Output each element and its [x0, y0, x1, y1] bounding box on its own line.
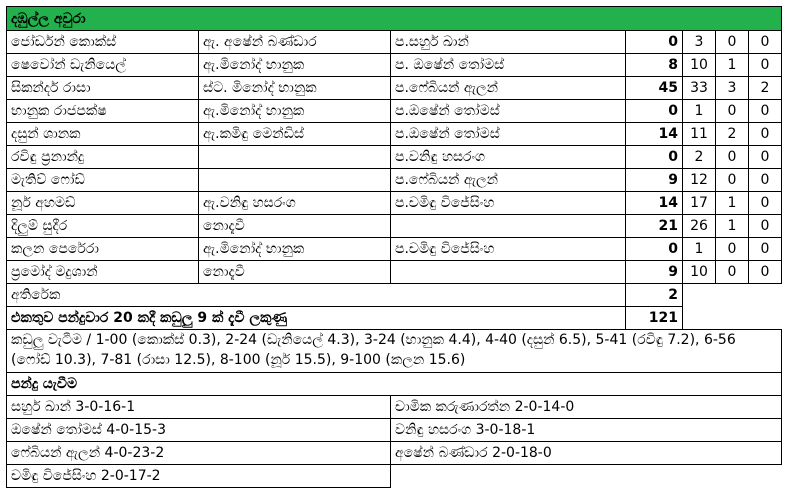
batting-scorecard-table — [6, 6, 782, 488]
sixes-cell: 0 — [749, 123, 782, 146]
fours-cell: 1 — [716, 192, 749, 215]
fielder-name: ඇ. අෂේන් බණ්ඩාර — [199, 31, 391, 54]
batter-name: ප්‍රමෝද් මදුශාන් — [7, 261, 199, 284]
bowler-name: ප.ෆේබියන් ඇලන් — [391, 77, 626, 100]
bowling-figure-right: වනිඳු හසරංග 3-0-18-1 — [391, 419, 782, 442]
balls-cell: 33 — [683, 77, 716, 100]
batting-row — [7, 123, 782, 146]
runs-cell: 0 — [626, 31, 683, 54]
batting-row — [7, 100, 782, 123]
sixes-cell: 0 — [749, 146, 782, 169]
bowler-name — [391, 215, 626, 238]
bowling-empty-cell — [391, 465, 782, 488]
fielder-name: ස්ට. මිනෝද් භානුක — [199, 77, 391, 100]
runs-cell: 14 — [626, 192, 683, 215]
bowling-figure-left: සහුර් ඛාන් 3-0-16-1 — [7, 396, 391, 419]
batter-name: මැතිව් ෆෝඩ් — [7, 169, 199, 192]
bowling-row — [7, 396, 782, 419]
fielder-name: ඇ.මිනෝද් භානුක — [199, 54, 391, 77]
balls-cell: 1 — [683, 238, 716, 261]
fours-cell: 0 — [716, 261, 749, 284]
bowler-name: ප.ෆේබියන් ඇලන් — [391, 169, 626, 192]
batting-row — [7, 261, 782, 284]
sixes-cell: 0 — [749, 100, 782, 123]
fours-cell: 1 — [716, 54, 749, 77]
fours-cell: 0 — [716, 146, 749, 169]
fours-cell: 0 — [716, 238, 749, 261]
bowler-name: ප.ඔෂේන් තෝමස් — [391, 123, 626, 146]
bowling-row — [7, 442, 782, 465]
fielder-name: ඇ.මිනෝද් භානුක — [199, 100, 391, 123]
team-title: දඹුල්ල අවුරා — [7, 7, 782, 31]
balls-cell: 10 — [683, 54, 716, 77]
runs-cell: 0 — [626, 100, 683, 123]
fielder-name: නොදැවී — [199, 215, 391, 238]
extras-value: 2 — [626, 284, 683, 307]
balls-cell: 17 — [683, 192, 716, 215]
batting-row — [7, 192, 782, 215]
total-value: 121 — [626, 307, 683, 330]
balls-cell: 12 — [683, 169, 716, 192]
runs-cell: 21 — [626, 215, 683, 238]
fielder-name — [199, 146, 391, 169]
batting-row — [7, 77, 782, 100]
bowler-name: ප.වනිඳු හසරංග — [391, 146, 626, 169]
batter-name: ජෝර්ඩන් කොක්ස් — [7, 31, 199, 54]
fall-of-wickets: කඩුලු වැටීම / 1-00 (කොක්ස් 0.3), 2-24 (ඩැනියෙල් 4.3), 3-24 (භානුක 4.4), 4-40 (දසුන් 6.5), 5-41 (රවිඳු 7.2), 6-56 (ෆෝඩ් 10.3), 7-81 (රාසා 12.5), 8-100 (නූර් 15.5), 9-100 (කලන 15.6) — [7, 330, 782, 373]
bowling-row — [7, 419, 782, 442]
bowling-row — [7, 465, 782, 488]
fours-cell: 1 — [716, 215, 749, 238]
fours-cell: 0 — [716, 31, 749, 54]
extras-label: අතිරේක — [7, 284, 626, 307]
balls-cell: 10 — [683, 261, 716, 284]
batter-name: නූර් අහමඩ් — [7, 192, 199, 215]
batting-row — [7, 169, 782, 192]
bowler-name: ප. ඔෂේන් තෝමස් — [391, 54, 626, 77]
balls-cell: 11 — [683, 123, 716, 146]
bowling-header-row — [7, 373, 782, 396]
bowling-figure-left: ෆේබියන් ඇලන් 4-0-23-2 — [7, 442, 391, 465]
fours-cell: 2 — [716, 123, 749, 146]
sixes-cell: 0 — [749, 192, 782, 215]
team-header-row — [7, 7, 782, 31]
balls-cell: 3 — [683, 31, 716, 54]
bowling-title: පන්දු යැවීම — [7, 373, 782, 396]
total-spacer — [683, 307, 782, 330]
sixes-cell: 0 — [749, 31, 782, 54]
sixes-cell: 0 — [749, 54, 782, 77]
extras-row — [7, 284, 782, 307]
runs-cell: 45 — [626, 77, 683, 100]
bowler-name: ප.සහුර් ඛාන් — [391, 31, 626, 54]
bowler-name — [391, 261, 626, 284]
fall-of-wickets-row — [7, 330, 782, 373]
batter-name: සිකන්දර් රාසා — [7, 77, 199, 100]
fours-cell: 3 — [716, 77, 749, 100]
bowler-name: ප.චමිඳු විජේසිංහ — [391, 238, 626, 261]
sixes-cell: 0 — [749, 215, 782, 238]
batter-name: රවිඳු ප්‍රනාන්දු — [7, 146, 199, 169]
sixes-cell: 0 — [749, 261, 782, 284]
bowling-figure-left: චමිඳු විජේසිංහ 2-0-17-2 — [7, 465, 391, 488]
fielder-name — [199, 169, 391, 192]
batter-name: කලන පෙරේරා — [7, 238, 199, 261]
runs-cell: 14 — [626, 123, 683, 146]
runs-cell: 8 — [626, 54, 683, 77]
balls-cell: 1 — [683, 100, 716, 123]
sixes-cell: 0 — [749, 169, 782, 192]
bowling-figure-right: අෂේන් බණ්ඩාර 2-0-18-0 — [391, 442, 782, 465]
bowler-name: ප.ඔෂේන් තෝමස් — [391, 100, 626, 123]
sixes-cell: 2 — [749, 77, 782, 100]
batting-row — [7, 54, 782, 77]
total-label: එකතුව පන්දුවාර 20 කදී කඩුලු 9 ක් දැවී ලකුණු — [7, 307, 626, 330]
batting-row — [7, 215, 782, 238]
batter-name: භානුක රාජපක්ෂ — [7, 100, 199, 123]
fielder-name: ඇ.වනිඳු හසරංග — [199, 192, 391, 215]
balls-cell: 26 — [683, 215, 716, 238]
runs-cell: 0 — [626, 146, 683, 169]
runs-cell: 9 — [626, 169, 683, 192]
fours-cell: 0 — [716, 100, 749, 123]
fielder-name: නොදැවී — [199, 261, 391, 284]
balls-cell: 2 — [683, 146, 716, 169]
bowler-name: ප.චමිඳු විජේසිංහ — [391, 192, 626, 215]
batting-row — [7, 31, 782, 54]
fielder-name: ඇ.කමිඳු මෙන්ඩිස් — [199, 123, 391, 146]
sixes-cell: 0 — [749, 238, 782, 261]
batter-name: දිලුම් සුදීර — [7, 215, 199, 238]
batter-name: ෂෙවෝන් ඩැනියෙල් — [7, 54, 199, 77]
runs-cell: 0 — [626, 238, 683, 261]
fours-cell: 0 — [716, 169, 749, 192]
fielder-name: ඇ.මිනෝද් භානුක — [199, 238, 391, 261]
batting-row — [7, 238, 782, 261]
bowling-figure-left: ඔෂේන් තෝමස් 4-0-15-3 — [7, 419, 391, 442]
batting-row — [7, 146, 782, 169]
bowling-figure-right: චාමික කරුණාරත්න 2-0-14-0 — [391, 396, 782, 419]
runs-cell: 9 — [626, 261, 683, 284]
extras-spacer — [683, 284, 782, 307]
batter-name: දසුන් ශානක — [7, 123, 199, 146]
total-row — [7, 307, 782, 330]
